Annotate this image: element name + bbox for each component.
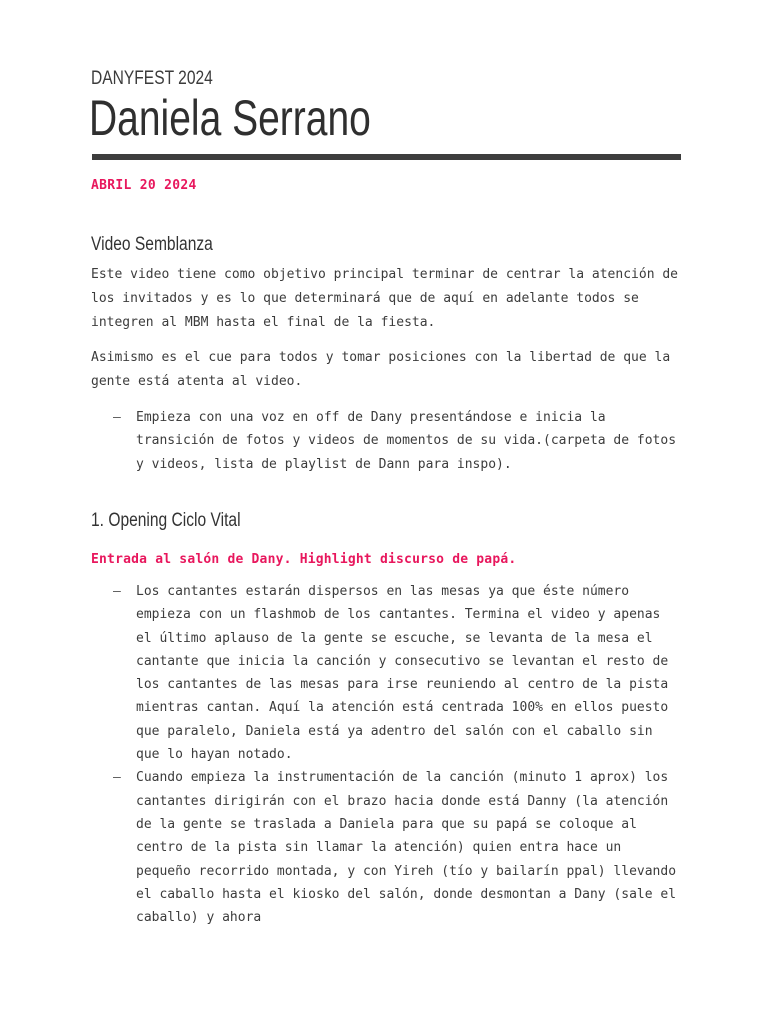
section-heading-video-semblanza: Video Semblanza — [91, 234, 213, 255]
list-item — [91, 580, 681, 766]
paragraph-cue: Asimismo es el cue para todos y tomar posiciones con la libertad de que la gente está atenta al video. — [91, 350, 671, 389]
document-title: Daniela Serrano — [89, 90, 371, 146]
document-kicker: DANYFEST 2024 — [91, 68, 213, 89]
list-item-text: Cuando empieza la instrumentación de la canción (minuto 1 aprox) los cantantes dirigirán con el brazo hacia donde está Danny (la atención de la gente se traslada a Daniela para que su papá se coloque al centro de la pista sin llamar la atención) quien entra hace un pequeño recorrido montada, y con Yireh (tío y bailarín ppal) llevando el caballo hasta el kiosko del salón, donde desmontan a Dany (sale el caballo) y ahora — [136, 770, 677, 926]
bullet-list-opening — [91, 580, 681, 929]
list-item — [91, 406, 681, 476]
list-item — [91, 766, 681, 929]
bullet-dash: – — [113, 584, 121, 599]
list-item-text: Empieza con una voz en off de Dany presentándose e inicia la transición de fotos y videos de momentos de su vida.(carpeta de fotos y videos, lista de playlist de Dann para inspo). — [136, 410, 677, 472]
bullet-list-video — [91, 406, 681, 476]
list-item-text: Los cantantes estarán dispersos en las mesas ya que éste número empieza con un flashmob de los cantantes. Termina el video y apenas el último aplauso de la gente se escuche, se levanta de la mesa el cantante que inicia la canción y consecutivo se levantan el resto de los cantantes de las mesas para irse reuniendo al centro de la pista mientras cantan. Aquí la atención está centrada 100% en ellos puesto que paralelo, Daniela está ya adentro del salón con el caballo sin que lo hayan notado. — [136, 584, 669, 763]
section-heading-opening: 1. Opening Ciclo Vital — [91, 510, 241, 531]
document-date: ABRIL 20 2024 — [91, 178, 197, 193]
bullet-dash: – — [113, 770, 121, 786]
paragraph-objective: Este video tiene como objetivo principal terminar de centrar la atención de los invitados y es lo que determinará que de aquí en adelante todos se integren al MBM hasta el final de la fiesta. — [91, 267, 678, 330]
bullet-dash: – — [113, 410, 121, 425]
section-subheading-highlight: Entrada al salón de Dany. Highlight discurso de papá. — [91, 552, 517, 567]
title-divider — [92, 154, 681, 160]
